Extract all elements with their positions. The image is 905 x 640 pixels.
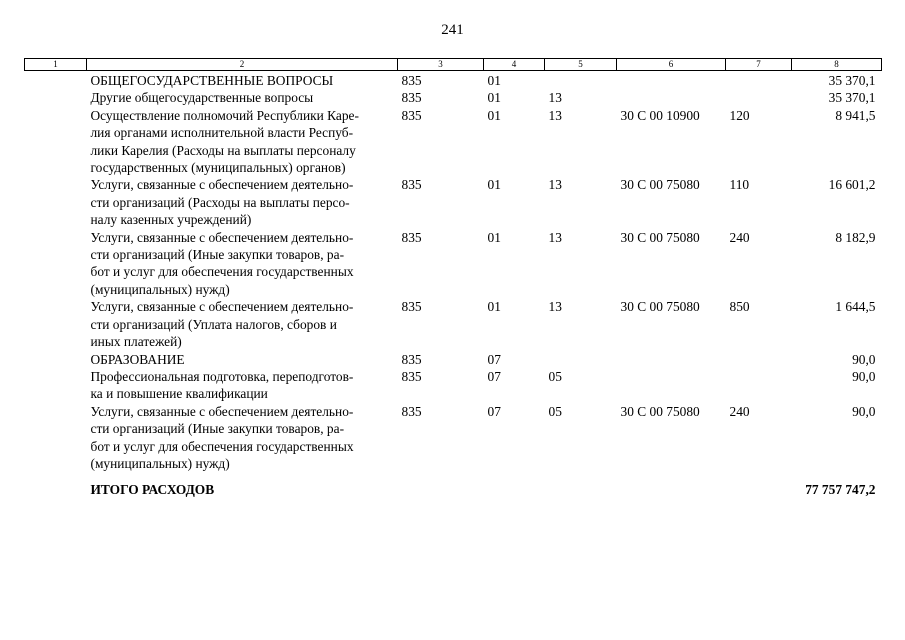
- row-number-cell: [25, 89, 87, 106]
- cell-c8: 90,0: [852, 403, 876, 419]
- item-name: ОБЩЕГОСУДАРСТВЕННЫЕ ВОПРОСЫ: [90, 73, 334, 88]
- cell-c4: 01: [487, 73, 501, 88]
- cell-c5: [545, 71, 617, 90]
- cell-c5: 05: [548, 403, 562, 419]
- row-number-cell: [25, 176, 87, 228]
- row-number-cell: [25, 351, 87, 368]
- row-number-cell: [25, 107, 87, 177]
- cell-c7: 110: [729, 177, 750, 193]
- table-row: [25, 403, 882, 473]
- item-name: Профессиональная подготовка, переподготов- ка и повышение квалификации: [90, 368, 354, 402]
- total-empty-cell: [25, 472, 87, 498]
- item-name: Услуги, связанные с обеспечением деятельно- сти организаций (Иные закупки товаров, ра- бот и услуг для обеспечения государственных (муниципальных) нужд): [90, 229, 354, 297]
- budget-table: [24, 58, 882, 499]
- cell-c7: 240: [729, 403, 750, 419]
- column-header: 6: [617, 59, 726, 71]
- total-row: [25, 472, 882, 498]
- item-name: Услуги, связанные с обеспечением деятельно- сти организаций (Расходы на выплаты персо- налу казенных учреждений): [90, 177, 354, 228]
- column-header: 5: [545, 59, 617, 71]
- total-label: ИТОГО РАСХОДОВ: [90, 482, 215, 498]
- item-name: Осуществление полномочий Республики Каре- лия органами исполнительной власти Респуб- лики Карелия (Расходы на выплаты персоналу государственных (муниципальных) органов): [90, 107, 359, 176]
- cell-c4: 07: [487, 351, 501, 367]
- cell-c7: 850: [729, 299, 750, 315]
- cell-c7: [726, 351, 792, 368]
- cell-c6: 30 С 00 75080: [620, 177, 700, 193]
- cell-c7: [726, 89, 792, 106]
- cell-c8: 90,0: [852, 351, 876, 367]
- item-name: Услуги, связанные с обеспечением деятельно- сти организаций (Уплата налогов, сборов и иных платежей): [90, 299, 354, 350]
- row-number-cell: [25, 368, 87, 403]
- table-row: [25, 351, 882, 368]
- cell-c3: 835: [401, 351, 422, 367]
- cell-c6: 30 С 00 75080: [620, 229, 700, 245]
- column-header: 2: [87, 59, 398, 71]
- page-number: 241: [441, 22, 464, 38]
- cell-c8: 8 182,9: [835, 229, 876, 245]
- row-number-cell: [25, 229, 87, 299]
- cell-c3: 835: [401, 107, 422, 123]
- item-name: ОБРАЗОВАНИЕ: [90, 351, 185, 367]
- table-body: [25, 71, 882, 499]
- item-name: Услуги, связанные с обеспечением деятельно- сти организаций (Иные закупки товаров, ра- бот и услуг для обеспечения государственных (муниципальных) нужд): [90, 403, 354, 471]
- table-row: [25, 107, 882, 177]
- cell-c4: 07: [487, 368, 501, 384]
- column-number-row: [25, 59, 882, 71]
- total-empty-cell: [726, 472, 792, 498]
- cell-c7: 120: [729, 107, 750, 123]
- total-empty-cell: [617, 472, 726, 498]
- cell-c8: 8 941,5: [835, 107, 876, 123]
- cell-c7: [726, 71, 792, 90]
- table-row: [25, 298, 882, 350]
- column-header: 1: [25, 59, 87, 71]
- column-header: 4: [484, 59, 545, 71]
- cell-c4: 01: [487, 229, 501, 245]
- table-row: [25, 71, 882, 90]
- item-name: Другие общегосударственные вопросы: [90, 90, 314, 106]
- cell-c3: 835: [401, 90, 422, 106]
- cell-c3: 835: [401, 299, 422, 315]
- cell-c3: 835: [401, 73, 422, 88]
- cell-c8: 35 370,1: [828, 90, 876, 106]
- total-value: 77 757 747,2: [805, 482, 876, 498]
- cell-c8: 35 370,1: [828, 73, 876, 88]
- cell-c5: 13: [548, 229, 562, 245]
- total-empty-cell: [545, 472, 617, 498]
- cell-c4: 01: [487, 299, 501, 315]
- cell-c4: 01: [487, 177, 501, 193]
- cell-c8: 16 601,2: [828, 177, 876, 193]
- cell-c5: [545, 351, 617, 368]
- cell-c7: [726, 368, 792, 403]
- column-header: 3: [398, 59, 484, 71]
- cell-c6: [617, 351, 726, 368]
- table-row: [25, 89, 882, 106]
- row-number-cell: [25, 403, 87, 473]
- cell-c3: 835: [401, 177, 422, 193]
- row-number-cell: [25, 71, 87, 90]
- cell-c5: 05: [548, 368, 562, 384]
- row-number-cell: [25, 298, 87, 350]
- cell-c8: 90,0: [852, 368, 876, 384]
- cell-c7: 240: [729, 229, 750, 245]
- total-empty-cell: [398, 472, 484, 498]
- column-header: 8: [792, 59, 882, 71]
- cell-c5: 13: [548, 299, 562, 315]
- cell-c3: 835: [401, 403, 422, 419]
- cell-c4: 01: [487, 107, 501, 123]
- cell-c6: [617, 368, 726, 403]
- table-row: [25, 368, 882, 403]
- total-empty-cell: [484, 472, 545, 498]
- cell-c6: [617, 71, 726, 90]
- cell-c5: 13: [548, 107, 562, 123]
- cell-c6: 30 С 00 10900: [620, 107, 700, 123]
- cell-c3: 835: [401, 368, 422, 384]
- cell-c6: [617, 89, 726, 106]
- cell-c6: 30 С 00 75080: [620, 403, 700, 419]
- cell-c5: 13: [548, 90, 562, 106]
- table-row: [25, 176, 882, 228]
- table-row: [25, 229, 882, 299]
- cell-c6: 30 С 00 75080: [620, 299, 700, 315]
- cell-c4: 07: [487, 403, 501, 419]
- cell-c5: 13: [548, 177, 562, 193]
- cell-c4: 01: [487, 90, 501, 106]
- column-header: 7: [726, 59, 792, 71]
- cell-c3: 835: [401, 229, 422, 245]
- cell-c8: 1 644,5: [835, 299, 876, 315]
